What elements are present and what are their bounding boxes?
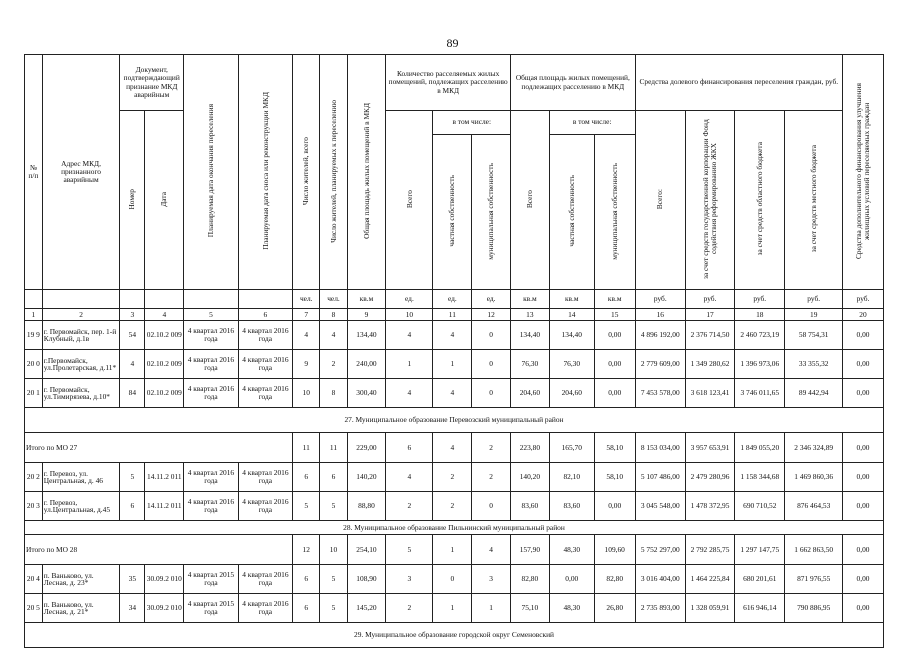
row-value-c15: 0,00 — [594, 350, 635, 379]
row-value-c13: 83,60 — [511, 492, 550, 521]
unit-cell: руб. — [685, 290, 734, 309]
header-extra-finance: Средства дополнительного финансирования улучшения жилищных условий переселяемых граждан — [854, 83, 871, 259]
row-value-c8: 5 — [320, 594, 347, 623]
column-number-cell: 11 — [433, 309, 472, 321]
section-row — [25, 408, 884, 433]
header-area-group: Общая площадь жилых помещений, подлежащих расселению в МКД — [511, 55, 636, 111]
row-value-c14: 204,60 — [549, 379, 594, 408]
row-value-c11: 4 — [433, 379, 472, 408]
unit-cell — [120, 290, 145, 309]
unit-cell: кв.м — [549, 290, 594, 309]
header-rooms-private: частная собственность — [447, 175, 457, 247]
total-value-c12: 4 — [472, 535, 511, 565]
row-value-c9: 145,20 — [347, 594, 386, 623]
table-row — [25, 321, 884, 350]
column-number-cell: 19 — [785, 309, 843, 321]
row-value-c18: 616 946,14 — [735, 594, 785, 623]
row-value-c9: 300,40 — [347, 379, 386, 408]
unit-cell: ед. — [386, 290, 433, 309]
row-value-c20: 0,00 — [843, 350, 884, 379]
row-planned-demolition: 4 квартал 2016 года — [238, 350, 292, 379]
row-value-c13: 140,20 — [511, 463, 550, 492]
row-value-c15: 0,00 — [594, 379, 635, 408]
row-value-c7: 5 — [293, 492, 320, 521]
row-address: г.Первомайск, ул.Пролетарская, д.11* — [42, 350, 120, 379]
row-value-c15: 0,00 — [594, 321, 635, 350]
row-value-c16: 3 045 548,00 — [635, 492, 685, 521]
total-value-c20: 0,00 — [843, 433, 884, 463]
row-number: 20 3 — [25, 492, 43, 521]
row-value-c7: 6 — [293, 565, 320, 594]
row-value-c20: 0,00 — [843, 492, 884, 521]
row-doc-date: 14.11.2 011 — [145, 492, 184, 521]
table-row — [25, 463, 884, 492]
row-planned-end: 4 квартал 2016 года — [184, 463, 238, 492]
header-area-including: в том числе: — [549, 111, 635, 135]
row-value-c7: 6 — [293, 463, 320, 492]
row-value-c16: 2 735 893,00 — [635, 594, 685, 623]
header-area-all: Всего — [524, 189, 534, 209]
row-value-c13: 134,40 — [511, 321, 550, 350]
row-value-c15: 58,10 — [594, 463, 635, 492]
row-value-c19: 58 754,31 — [785, 321, 843, 350]
row-value-c10: 4 — [386, 321, 433, 350]
column-number-cell: 15 — [594, 309, 635, 321]
row-value-c16: 5 107 486,00 — [635, 463, 685, 492]
row-value-c19: 871 976,55 — [785, 565, 843, 594]
header-area-private: частная собственность — [566, 175, 576, 247]
row-number: 20 0 — [25, 350, 43, 379]
header-address: Адрес МКД, признанного аварийным — [42, 55, 120, 290]
row-doc-number: 34 — [120, 594, 145, 623]
total-value-c13: 157,90 — [511, 535, 550, 565]
row-value-c8: 2 — [320, 350, 347, 379]
row-value-c14: 0,00 — [549, 565, 594, 594]
total-value-c15: 109,60 — [594, 535, 635, 565]
total-value-c19: 2 346 324,89 — [785, 433, 843, 463]
row-value-c10: 3 — [386, 565, 433, 594]
row-doc-date: 02.10.2 009 — [145, 321, 184, 350]
column-number-cell: 2 — [42, 309, 120, 321]
row-value-c9: 88,80 — [347, 492, 386, 521]
row-value-c14: 48,30 — [549, 594, 594, 623]
total-value-c10: 6 — [386, 433, 433, 463]
unit-cell: кв.м — [594, 290, 635, 309]
unit-cell — [238, 290, 292, 309]
row-planned-end: 4 квартал 2015 года — [184, 565, 238, 594]
row-value-c11: 2 — [433, 463, 472, 492]
unit-cell: руб. — [843, 290, 884, 309]
row-value-c12: 3 — [472, 565, 511, 594]
row-value-c12: 0 — [472, 321, 511, 350]
row-value-c18: 690 710,52 — [735, 492, 785, 521]
header-rooms-group: Количество расселяемых жилых помещений, подлежащих расселению в МКД — [386, 55, 511, 111]
total-value-c8: 10 — [320, 535, 347, 565]
row-value-c7: 9 — [293, 350, 320, 379]
resettlement-table — [24, 54, 884, 648]
unit-cell: ед. — [472, 290, 511, 309]
row-value-c19: 876 464,53 — [785, 492, 843, 521]
row-value-c10: 4 — [386, 379, 433, 408]
table-row — [25, 492, 884, 521]
header-rooms-all: Всего — [404, 189, 414, 209]
row-doc-date: 14.11.2 011 — [145, 463, 184, 492]
column-number-cell: 6 — [238, 309, 292, 321]
row-value-c15: 26,80 — [594, 594, 635, 623]
header-doc-number: Номер — [127, 188, 137, 210]
row-planned-demolition: 4 квартал 2016 года — [238, 492, 292, 521]
row-planned-demolition: 4 квартал 2016 года — [238, 565, 292, 594]
total-value-c16: 5 752 297,00 — [635, 535, 685, 565]
row-value-c13: 75,10 — [511, 594, 550, 623]
unit-cell — [25, 290, 43, 309]
unit-cell: кв.м — [511, 290, 550, 309]
row-number: 20 4 — [25, 565, 43, 594]
row-doc-number: 5 — [120, 463, 145, 492]
row-value-c10: 4 — [386, 463, 433, 492]
total-value-c17: 3 957 653,91 — [685, 433, 734, 463]
total-row — [25, 433, 884, 463]
row-value-c18: 680 201,61 — [735, 565, 785, 594]
row-doc-date: 30.09.2 010 — [145, 594, 184, 623]
total-value-c15: 58,10 — [594, 433, 635, 463]
total-value-c9: 254,10 — [347, 535, 386, 565]
row-value-c10: 2 — [386, 594, 433, 623]
row-value-c8: 5 — [320, 565, 347, 594]
row-value-c10: 1 — [386, 350, 433, 379]
total-value-c20: 0,00 — [843, 535, 884, 565]
header-planned-end: Планируемая дата окончания переселения — [206, 104, 216, 238]
unit-cell: руб. — [785, 290, 843, 309]
column-number-cell: 1 — [25, 309, 43, 321]
total-value-c7: 11 — [293, 433, 320, 463]
row-value-c19: 89 442,94 — [785, 379, 843, 408]
row-address: г. Первомайск, пер. 1-й Клубный, д.1в — [42, 321, 120, 350]
header-finance-group: Средства долевого финансирования переселения граждан, руб. — [635, 55, 842, 111]
table-row — [25, 379, 884, 408]
column-number-cell: 12 — [472, 309, 511, 321]
header-total-area: Общая площадь жилых помещений в МКД — [361, 103, 371, 239]
row-value-c17: 1 349 280,62 — [685, 350, 734, 379]
row-value-c16: 3 016 404,00 — [635, 565, 685, 594]
unit-cell: руб. — [735, 290, 785, 309]
column-number-cell: 14 — [549, 309, 594, 321]
column-numbers-row — [25, 309, 884, 321]
unit-cell: ед. — [433, 290, 472, 309]
column-number-cell: 9 — [347, 309, 386, 321]
row-value-c20: 0,00 — [843, 321, 884, 350]
row-value-c20: 0,00 — [843, 565, 884, 594]
unit-cell — [42, 290, 120, 309]
row-value-c18: 3 746 011,65 — [735, 379, 785, 408]
header-fin-all: Всего: — [655, 188, 665, 210]
unit-cell — [184, 290, 238, 309]
row-value-c16: 4 896 192,00 — [635, 321, 685, 350]
row-doc-number: 35 — [120, 565, 145, 594]
row-planned-end: 4 квартал 2016 года — [184, 492, 238, 521]
row-planned-end: 4 квартал 2016 года — [184, 321, 238, 350]
header-residents-planned: Число жителей, планируемых к переселению — [328, 99, 338, 243]
column-number-cell: 5 — [184, 309, 238, 321]
column-number-cell: 3 — [120, 309, 145, 321]
row-value-c14: 82,10 — [549, 463, 594, 492]
row-planned-demolition: 4 квартал 2016 года — [238, 379, 292, 408]
column-number-cell: 17 — [685, 309, 734, 321]
row-value-c14: 76,30 — [549, 350, 594, 379]
section-row — [25, 521, 884, 535]
row-planned-demolition: 4 квартал 2016 года — [238, 463, 292, 492]
total-value-c19: 1 662 863,50 — [785, 535, 843, 565]
header-rooms-municipal: муниципальная собственность — [486, 162, 496, 260]
column-number-cell: 20 — [843, 309, 884, 321]
unit-cell — [145, 290, 184, 309]
row-number: 20 5 — [25, 594, 43, 623]
header-doc-date: Дата — [159, 191, 169, 207]
total-value-c11: 1 — [433, 535, 472, 565]
row-value-c7: 10 — [293, 379, 320, 408]
row-doc-number: 54 — [120, 321, 145, 350]
row-value-c9: 140,20 — [347, 463, 386, 492]
row-value-c12: 2 — [472, 463, 511, 492]
table-row — [25, 565, 884, 594]
total-value-c10: 5 — [386, 535, 433, 565]
row-planned-demolition: 4 квартал 2016 года — [238, 321, 292, 350]
row-planned-end: 4 квартал 2016 года — [184, 350, 238, 379]
header-rooms-including: в том числе: — [433, 111, 511, 135]
table-row — [25, 594, 884, 623]
total-value-c14: 165,70 — [549, 433, 594, 463]
row-value-c16: 2 779 609,00 — [635, 350, 685, 379]
row-value-c12: 1 — [472, 594, 511, 623]
row-value-c8: 5 — [320, 492, 347, 521]
header-residents-total: Число жителей, всего — [301, 136, 311, 206]
row-value-c18: 2 460 723,19 — [735, 321, 785, 350]
row-number: 19 9 — [25, 321, 43, 350]
row-address: п. Ваньково, ул. Лесная, д. 21* — [42, 594, 120, 623]
row-address: г. Первомайск, ул.Тимирязева, д.10* — [42, 379, 120, 408]
row-value-c20: 0,00 — [843, 463, 884, 492]
row-value-c8: 4 — [320, 321, 347, 350]
row-value-c8: 8 — [320, 379, 347, 408]
units-row — [25, 290, 884, 309]
row-value-c18: 1 396 973,06 — [735, 350, 785, 379]
total-value-c18: 1 297 147,75 — [735, 535, 785, 565]
total-value-c8: 11 — [320, 433, 347, 463]
row-value-c19: 1 469 860,36 — [785, 463, 843, 492]
row-value-c19: 33 355,32 — [785, 350, 843, 379]
column-number-cell: 4 — [145, 309, 184, 321]
total-value-c17: 2 792 285,75 — [685, 535, 734, 565]
row-value-c9: 134,40 — [347, 321, 386, 350]
column-number-cell: 10 — [386, 309, 433, 321]
row-value-c19: 790 886,95 — [785, 594, 843, 623]
unit-cell: руб. — [635, 290, 685, 309]
section-row — [25, 623, 884, 648]
header-fin-local: за счет средств местного бюджета — [808, 145, 818, 253]
row-doc-number: 6 — [120, 492, 145, 521]
row-value-c13: 204,60 — [511, 379, 550, 408]
row-value-c14: 83,60 — [549, 492, 594, 521]
row-value-c15: 0,00 — [594, 492, 635, 521]
row-doc-number: 4 — [120, 350, 145, 379]
total-value-c12: 2 — [472, 433, 511, 463]
row-value-c18: 1 158 344,68 — [735, 463, 785, 492]
row-value-c10: 2 — [386, 492, 433, 521]
total-label: Итого по МО 27 — [25, 433, 293, 463]
column-number-cell: 7 — [293, 309, 320, 321]
row-value-c13: 76,30 — [511, 350, 550, 379]
unit-cell: чел. — [293, 290, 320, 309]
row-planned-end: 4 квартал 2015 года — [184, 594, 238, 623]
header-planned-demolition: Планируемая дата сноса или реконструкции МКД — [260, 92, 270, 250]
row-value-c11: 2 — [433, 492, 472, 521]
row-value-c11: 1 — [433, 594, 472, 623]
row-value-c16: 7 453 578,00 — [635, 379, 685, 408]
row-value-c9: 240,00 — [347, 350, 386, 379]
row-doc-date: 02.10.2 009 — [145, 379, 184, 408]
table-row — [25, 350, 884, 379]
header-area-municipal: муниципальная собственность — [609, 162, 619, 260]
row-address: г. Перевоз, ул.Центральная, д.45 — [42, 492, 120, 521]
header-document: Документ, подтверждающий признание МКД аварийным — [120, 55, 184, 111]
row-value-c20: 0,00 — [843, 594, 884, 623]
page-number: 89 — [446, 36, 459, 50]
row-value-c12: 0 — [472, 379, 511, 408]
row-value-c17: 1 464 225,84 — [685, 565, 734, 594]
row-value-c11: 0 — [433, 565, 472, 594]
row-value-c7: 6 — [293, 594, 320, 623]
total-row — [25, 535, 884, 565]
row-number: 20 2 — [25, 463, 43, 492]
row-value-c11: 1 — [433, 350, 472, 379]
row-doc-date: 02.10.2 009 — [145, 350, 184, 379]
row-address: г. Перевоз, ул. Центральная, д. 46 — [42, 463, 120, 492]
section-27-title: 27. Муниципальное образование Перевозский муниципальный район — [25, 408, 884, 433]
row-doc-number: 84 — [120, 379, 145, 408]
row-value-c14: 134,40 — [549, 321, 594, 350]
row-planned-end: 4 квартал 2016 года — [184, 379, 238, 408]
column-number-cell: 8 — [320, 309, 347, 321]
row-value-c17: 3 618 123,41 — [685, 379, 734, 408]
total-value-c7: 12 — [293, 535, 320, 565]
column-number-cell: 16 — [635, 309, 685, 321]
total-value-c14: 48,30 — [549, 535, 594, 565]
row-value-c17: 1 478 372,95 — [685, 492, 734, 521]
header-fin-fund: за счет средств государственной корпорации Фонд содействия реформированию ЖКХ — [701, 119, 719, 279]
row-value-c12: 0 — [472, 492, 511, 521]
total-value-c11: 4 — [433, 433, 472, 463]
row-doc-date: 30.09.2 010 — [145, 565, 184, 594]
row-value-c20: 0,00 — [843, 379, 884, 408]
row-value-c17: 1 328 059,91 — [685, 594, 734, 623]
total-value-c9: 229,00 — [347, 433, 386, 463]
row-number: 20 1 — [25, 379, 43, 408]
unit-cell: кв.м — [347, 290, 386, 309]
column-number-cell: 18 — [735, 309, 785, 321]
section-29-title: 29. Муниципальное образование городской округ Семеновский — [25, 623, 884, 648]
unit-cell: чел. — [320, 290, 347, 309]
row-value-c9: 108,90 — [347, 565, 386, 594]
row-value-c17: 2 376 714,50 — [685, 321, 734, 350]
row-address: п. Ваньково, ул. Лесная, д. 23* — [42, 565, 120, 594]
row-planned-demolition: 4 квартал 2016 года — [238, 594, 292, 623]
row-value-c15: 82,80 — [594, 565, 635, 594]
row-value-c8: 6 — [320, 463, 347, 492]
row-value-c12: 0 — [472, 350, 511, 379]
row-value-c7: 4 — [293, 321, 320, 350]
total-value-c18: 1 849 055,20 — [735, 433, 785, 463]
column-number-cell: 13 — [511, 309, 550, 321]
total-label: Итого по МО 28 — [25, 535, 293, 565]
header-num: № п/п — [25, 55, 43, 290]
header-fin-region: за счет средств областного бюджета — [754, 142, 764, 256]
total-value-c13: 223,80 — [511, 433, 550, 463]
row-value-c11: 4 — [433, 321, 472, 350]
row-value-c17: 2 479 280,96 — [685, 463, 734, 492]
total-value-c16: 8 153 034,00 — [635, 433, 685, 463]
row-value-c13: 82,80 — [511, 565, 550, 594]
section-28-title: 28. Муниципальное образование Пильнинский муниципальный район — [25, 521, 884, 535]
